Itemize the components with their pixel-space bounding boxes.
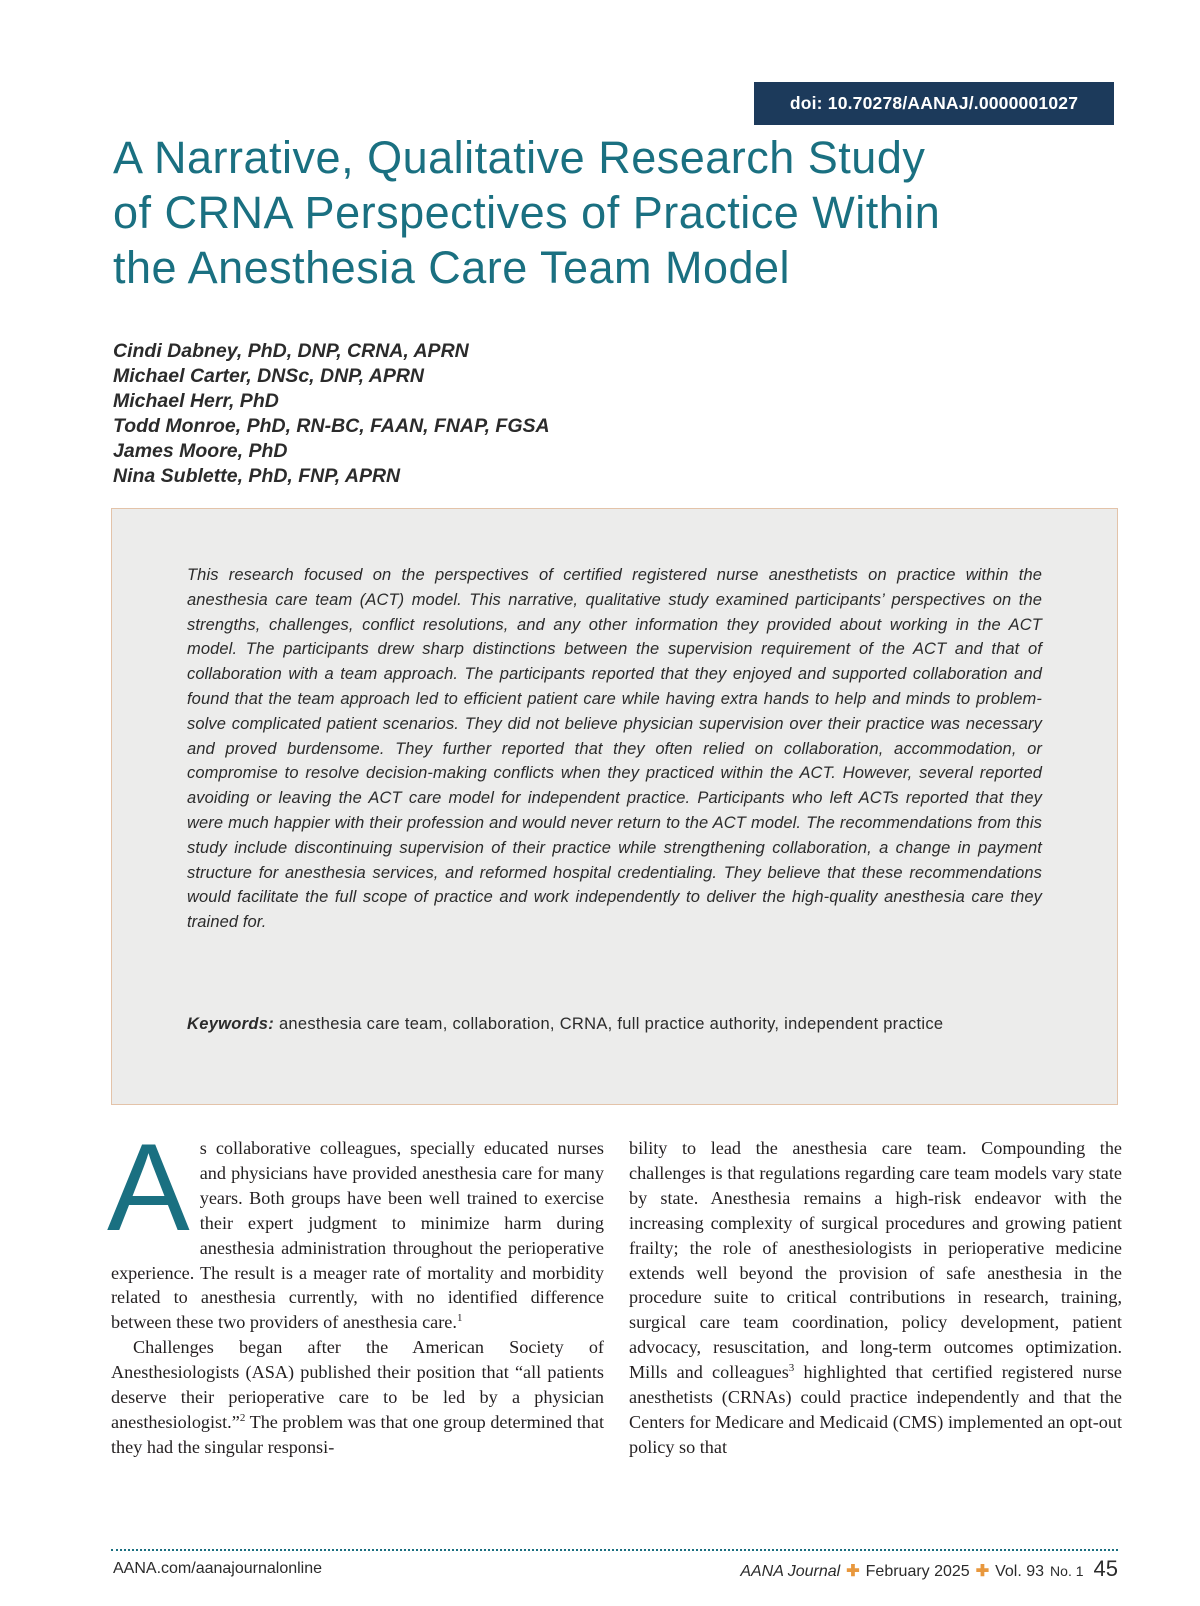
issue-date: February 2025 — [865, 1563, 970, 1580]
journal-url: AANA.com/aanajournalonline — [113, 1560, 323, 1577]
author: Todd Monroe, PhD, RN-BC, FAAN, FNAP, FGSA — [113, 415, 550, 437]
body-paragraph — [111, 1335, 604, 1460]
paragraph-2-continued-end: highlighted that certified registered nurse anesthetists (CRNAs) could practice independently and that the Centers for Medicare and Medicaid (CMS) implemented an opt-out policy so that — [629, 1362, 1122, 1457]
paragraph-2-text-cont: The problem was that one group determined that they had the singular responsi- — [111, 1411, 604, 1457]
footer-citation — [740, 1556, 1118, 1582]
keywords-text: anesthesia care team, collaboration, CRNA, full practice authority, independent practice — [274, 1015, 944, 1033]
paragraph-2-text: Challenges began after the American Society of Anesthesiologists (ASA) published their position that “all patients deserve their perioperative care to be led by a physician anesthesiologist.” — [111, 1337, 604, 1432]
footer-divider — [111, 1549, 1118, 1551]
keywords-label: Keywords: — [187, 1015, 275, 1033]
body-column-left — [107, 1119, 604, 1460]
author: Michael Herr, PhD — [113, 390, 279, 412]
doi-badge: doi: 10.70278/AANAJ/.0000001027 — [754, 82, 1114, 125]
title-line-2: of CRNA Perspectives of Practice Within — [113, 187, 941, 238]
drop-cap: A — [107, 1119, 190, 1257]
title-line-3: the Anesthesia Care Team Model — [113, 242, 791, 293]
article-title — [113, 130, 1113, 295]
body-column-right — [629, 1136, 1122, 1460]
paragraph-2-continued: bility to lead the anesthesia care team. Compounding the challenges is that regulations regarding care team models vary state by state. Anesthesia remains a high-risk endeavor with the increasing complexity of surgical procedures and growing patient frailty; the role of anesthesiologists in perioperative medicine extends well beyond the provision of safe anesthesia in the procedure suite to critical contributions in research, training, surgical care team coordination, policy development, patient advocacy, resuscitation, and long-term outcomes optimization. Mills and colleagues — [629, 1138, 1122, 1383]
reference-marker: 3 — [788, 1362, 795, 1375]
body-paragraph — [107, 1119, 604, 1335]
body-paragraph — [629, 1136, 1122, 1460]
author: Michael Carter, DNSc, DNP, APRN — [113, 365, 425, 387]
page-number: 45 — [1093, 1556, 1118, 1581]
reference-marker: 2 — [239, 1411, 246, 1424]
author-list — [113, 339, 813, 489]
abstract-box — [111, 508, 1118, 1105]
plus-separator-icon: ✚ — [846, 1563, 860, 1580]
title-line-1: A Narrative, Qualitative Research Study — [113, 132, 926, 183]
volume: Vol. 93 — [995, 1563, 1045, 1580]
journal-name: AANA Journal — [740, 1563, 841, 1580]
paragraph-1-text: s collaborative colleagues, specially educated nurses and physicians have provided anesthesia care for many years. Both groups have been well trained to exercise their expert judgment to minimize harm during anesthesia administration throughout the perioperative experience. The result is a meager rate of mortality and morbidity related to anesthesia currently, with no identified difference between these two providers of anesthesia care. — [111, 1138, 604, 1333]
author: James Moore, PhD — [113, 440, 288, 462]
author: Nina Sublette, PhD, FNP, APRN — [113, 465, 401, 487]
plus-separator-icon: ✚ — [975, 1563, 990, 1580]
author: Cindi Dabney, PhD, DNP, CRNA, APRN — [113, 340, 469, 362]
issue-number: No. 1 — [1050, 1563, 1084, 1579]
keywords — [187, 1012, 1042, 1037]
reference-marker: 1 — [456, 1312, 463, 1325]
abstract-text: This research focused on the perspectives of certified registered nurse anesthetists on practice within the anesthesia care team (ACT) model. This narrative, qualitative study examined participants’ perspectives on the strengths, challenges, conflict resolutions, and any other information they provided about working in the ACT model. The participants drew sharp distinctions between the supervision requirement of the ACT and that of collaboration with a team approach. The participants reported that they enjoyed and supported collaboration and found that the team approach led to efficient patient care while having extra hands to help and minds to problem-solve complicated patient scenarios. They did not believe physician supervision over their practice was necessary and proved burdensome. They further reported that they often relied on collaboration, accommodation, or compromise to resolve decision-making conflicts when they practiced within the ACT. However, several reported avoiding or leaving the ACT care model for independent practice. Participants who left ACTs reported that they were much happier with their profession and would never return to the ACT model. The recommendations from this study include discontinuing supervision of their practice while strengthening collaboration, a change in payment structure for anesthesia services, and reformed hospital credentialing. They believe that these recommendations would facilitate the full scope of practice and work independently to deliver the high-quality anesthesia care they trained for. — [187, 566, 1042, 932]
